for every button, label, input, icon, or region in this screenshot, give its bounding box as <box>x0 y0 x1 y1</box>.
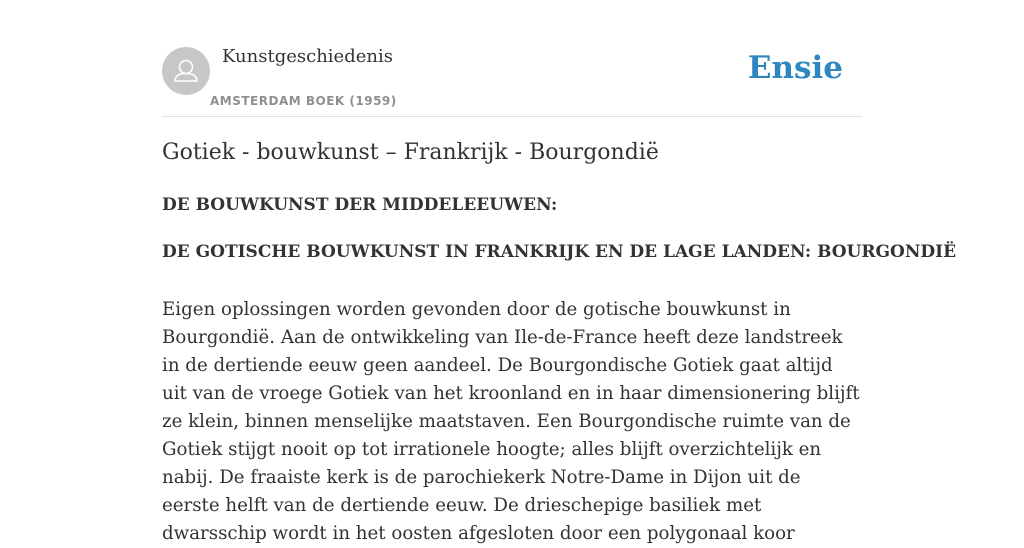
section-heading: DE BOUWKUNST DER MIDDELEEUWEN: <box>162 195 558 215</box>
article-body: Eigen oplossingen worden gevonden door de gotische bouwkunst in Bourgondië. Aan de ontwikkeling van Ile-de-France heeft deze landstreek in de dertiende eeuw geen aandeel. De Bourgondische Gotiek gaat altijd uit van de vroege Gotiek van het kroonland en in haar dimensionering blijft ze klein, binnen menselijke maatstaven. Een Bourgondische ruimte van de Gotiek stijgt nooit op tot irrationele hoogte; alles blijft overzichtelijk en nabij. De fraaiste kerk is de parochiekerk Notre-Dame in Dijon uit de eerste helft van de dertiende eeuw. De drieschepige basiliek met dwarsschip wordt in het oosten afgesloten door een polygonaal koor <box>162 299 860 544</box>
user-silhouette-icon <box>162 47 210 95</box>
article-page <box>162 0 957 544</box>
article-title: Gotiek - bouwkunst – Frankrijk - Bourgondië <box>162 140 659 165</box>
source-label: AMSTERDAM BOEK (1959) <box>210 94 397 108</box>
ensie-logo[interactable]: Ensie <box>747 50 843 86</box>
subsection-heading: DE GOTISCHE BOUWKUNST IN FRANKRIJK EN DE LAGE LANDEN: BOURGONDIË <box>162 242 957 262</box>
user-silhouette-icon-svg <box>162 47 210 95</box>
category-link[interactable]: Kunstgeschiedenis <box>222 46 393 67</box>
article-header <box>162 0 862 117</box>
